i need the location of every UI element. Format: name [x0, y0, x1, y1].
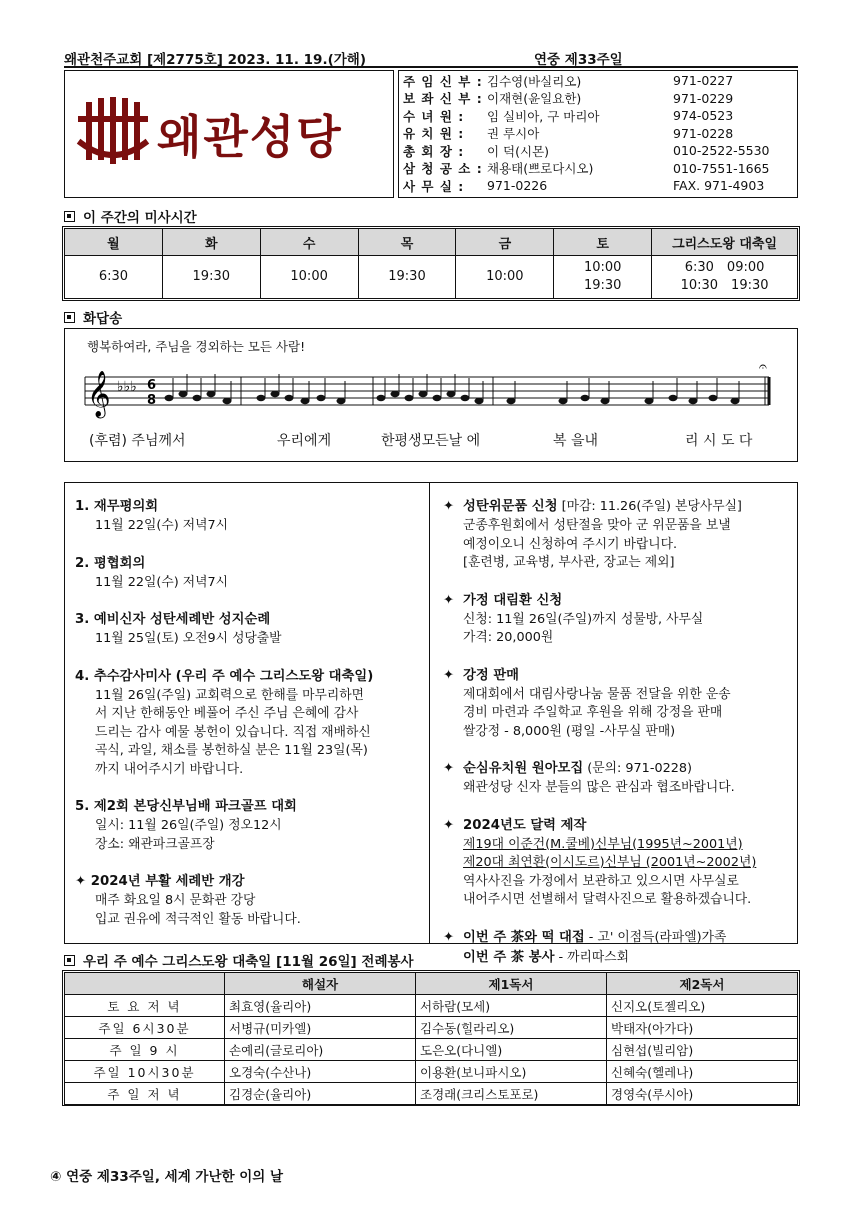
notice-title: 4. 추수감사미사 (우리 주 예수 그리스도왕 대축일) — [75, 668, 374, 684]
notice-item — [75, 797, 425, 854]
church-logo-icon — [75, 97, 151, 167]
bullet-square-icon — [64, 955, 75, 966]
notice-item — [75, 554, 425, 593]
liturgy-section-title: 우리 주 예수 그리스도왕 대축일 [11월 26일] 전례봉사 — [64, 950, 414, 970]
music-note — [689, 398, 698, 404]
notice-body — [75, 630, 425, 649]
notice-item — [75, 667, 425, 780]
notice-title-extra: - 까리따스회 — [554, 949, 629, 965]
notice-line: 11월 22일(수) 저녁7시 — [95, 518, 229, 533]
music-note — [377, 395, 386, 401]
notice-title — [443, 759, 791, 779]
minister-name: 손예리(글로리아) — [225, 1039, 416, 1061]
mass-day-header: 토 — [554, 229, 652, 256]
liturgy-service-table — [64, 972, 798, 1105]
notice-line: 예정이오니 신청하여 주시기 바랍니다. — [463, 536, 678, 552]
mass-time-cell — [260, 256, 358, 299]
staff-role: 주 임 신 부 : — [403, 73, 483, 89]
table-row — [65, 1039, 798, 1061]
liturgy-header: 제1독서 — [416, 973, 607, 995]
staff-phone: 010-2522-5530 — [673, 143, 770, 159]
masthead — [64, 70, 798, 198]
mass-time: 10:00 — [583, 260, 622, 275]
staff-role: 삼 청 공 소 : — [403, 161, 483, 177]
staff-role: 유 치 원 : — [403, 126, 465, 142]
notice-line: 드리는 감사 예물 봉헌이 있습니다. 직접 재배하신 — [95, 724, 371, 740]
mass-time-cell — [65, 256, 163, 299]
notice-title: 1. 재무평의회 — [75, 499, 159, 514]
mass-schedule-table — [64, 228, 798, 299]
notice-line: 역사사진을 가정에서 보관하고 있으시면 사무실로 — [463, 873, 739, 889]
notice-item — [443, 666, 791, 742]
notice-line: 군종후원회에서 성탄절을 맞아 군 위문품을 보낼 — [463, 518, 731, 533]
staff-row — [403, 177, 797, 195]
mass-time: 6:30 — [98, 269, 129, 284]
mass-day-header: 월 — [65, 229, 163, 256]
notice-underlined-line: 제19대 이준건(M.쿨베)신부님(1995년~2001년) — [463, 836, 743, 852]
svg-text:𝄞: 𝄞 — [87, 371, 111, 417]
mass-time-cell — [554, 256, 652, 299]
notice-item — [443, 928, 791, 968]
minister-name: 도은오(다니엘) — [416, 1039, 607, 1061]
mass-time: 10:00 — [290, 269, 328, 284]
staff-name: 채용태(쁘로다시오) — [487, 161, 594, 177]
notice-title — [443, 666, 791, 686]
music-note — [645, 398, 654, 404]
mass-slot: 주 일 9 시 — [65, 1039, 225, 1061]
mass-slot: 주 일 저 녁 — [65, 1083, 225, 1105]
minister-name: 신혜숙(헬레나) — [607, 1061, 798, 1083]
music-note — [257, 395, 266, 401]
lyric-phrase: 복 을내 — [553, 433, 599, 449]
music-note — [207, 391, 216, 397]
music-note — [461, 395, 470, 401]
music-note — [601, 398, 610, 404]
notice-line: 11월 22일(수) 저녁7시 — [95, 574, 229, 590]
music-note — [709, 395, 718, 401]
staff-phone: FAX. 971-4903 — [673, 178, 765, 194]
notice-line: 매주 화요일 8시 문화관 강당 — [95, 893, 256, 908]
lyric-phrase: 리 시 도 다 — [685, 433, 753, 449]
notice-body — [443, 517, 791, 573]
mass-day-header: 목 — [358, 229, 456, 256]
mass-section-title: 이 주간의 미사시간 — [64, 206, 197, 226]
minister-name: 박태자(아가다) — [607, 1017, 798, 1039]
staff-role: 사 무 실 : — [403, 178, 465, 194]
minister-name: 서병규(미카엘) — [225, 1017, 416, 1039]
notice-title: 2. 평협회의 — [75, 555, 146, 571]
mass-slot: 토 요 저 녁 — [65, 995, 225, 1017]
notice-title-text: 순심유치원 원아모집 — [463, 761, 584, 776]
notice-line: 11월 26일(주일) 교회력으로 한해를 마무리하면 — [95, 687, 364, 703]
minister-name: 김수동(힐라리오) — [416, 1017, 607, 1039]
music-note — [179, 391, 188, 397]
notice-item — [443, 759, 791, 798]
mass-day-header: 수 — [260, 229, 358, 256]
mass-day-header: 금 — [456, 229, 554, 256]
staff-row — [403, 107, 797, 125]
music-note — [669, 395, 678, 401]
notice-title-text: 가정 대림환 신청 — [463, 592, 563, 608]
staff-phone: 971-0228 — [673, 125, 734, 141]
responsorial-psalm — [64, 328, 798, 462]
notice-body — [75, 817, 425, 854]
notice-title-text: 성탄위문품 신청 — [463, 499, 558, 514]
mass-time: 19:30 — [583, 278, 622, 293]
notice-line: 쌀강정 - 8,000원 (평일 -사무실 판매) — [463, 723, 676, 739]
liturgy-header: 제2독서 — [607, 973, 798, 995]
notice-line: 경비 마련과 주일학교 후원을 위해 강정을 판매 — [463, 705, 723, 720]
svg-text:♭♭♭: ♭♭♭ — [117, 379, 137, 395]
staff-phone: 974-0523 — [673, 108, 734, 124]
notice-body — [75, 517, 425, 536]
notice-item — [443, 497, 791, 573]
notice-title: ✦ 2024년 부활 세례반 개강 — [75, 874, 245, 889]
notice-title-text: 2024년도 달력 제작 — [463, 817, 587, 833]
music-note — [559, 398, 568, 404]
notice-underlined-line: 제20대 최연환(이시도르)신부님 (2001년~2002년) — [463, 855, 757, 870]
notice-title: 3. 예비신자 성탄세례반 성지순례 — [75, 612, 271, 627]
music-staff — [65, 357, 799, 437]
staff-row — [403, 125, 797, 143]
mass-time-cell — [162, 256, 260, 299]
staff-phone: 971-0229 — [673, 90, 734, 106]
staff-row — [403, 160, 797, 178]
minister-name: 심현섭(빌리암) — [607, 1039, 798, 1061]
liturgy-header: 해설자 — [225, 973, 416, 995]
notice-line: 11월 25일(토) 오전9시 성당출발 — [95, 631, 282, 646]
psalm-section-title: 화답송 — [64, 307, 122, 327]
notice-item — [75, 872, 425, 929]
staff-name: 971-0226 — [487, 178, 548, 194]
notice-title-text: 이번 주 茶와 떡 대접 — [463, 929, 585, 945]
notice-line: 서 지난 한해동안 베풀어 주신 주님 은혜에 감사 — [95, 706, 359, 721]
mass-time: 10:00 — [486, 269, 524, 284]
star-bullet-icon: ✦ — [443, 499, 455, 514]
svg-text:6: 6 — [147, 378, 157, 393]
notice-line: 입교 권유에 적극적인 활동 바랍니다. — [95, 911, 301, 927]
notice-item — [443, 591, 791, 648]
announcements-left-column — [75, 497, 425, 947]
notice-body — [443, 836, 791, 910]
notice-item — [443, 816, 791, 910]
logo-box — [64, 70, 394, 198]
table-row — [65, 1061, 798, 1083]
staff-role: 총 회 장 : — [403, 143, 465, 159]
mass-day-header: 화 — [162, 229, 260, 256]
minister-name: 김경순(율리아) — [225, 1083, 416, 1105]
mass-time: 6:30 09:00 — [684, 260, 765, 275]
music-note — [447, 391, 456, 397]
music-note — [301, 398, 310, 404]
star-bullet-icon: ✦ — [443, 817, 455, 833]
notice-body — [443, 686, 791, 742]
music-note — [165, 395, 174, 401]
page-footer: ④ 연중 제33주일, 세계 가난한 이의 날 — [50, 1169, 284, 1185]
star-bullet-icon: ✦ — [443, 929, 455, 945]
staff-row — [403, 90, 797, 108]
music-note — [507, 398, 516, 404]
notice-body — [75, 892, 425, 929]
music-note — [405, 395, 414, 401]
notice-title — [443, 948, 791, 968]
notice-body — [75, 574, 425, 593]
mass-day-header: 그리스도왕 대축일 — [652, 229, 798, 256]
issue-info: 왜관천주교회 [제2775호] 2023. 11. 19.(가해) — [64, 52, 366, 68]
mass-time-cell — [456, 256, 554, 299]
table-row — [65, 995, 798, 1017]
mass-time: 10:30 19:30 — [680, 278, 769, 293]
notice-line: 왜관성당 신자 분들의 많은 관심과 협조바랍니다. — [463, 780, 735, 795]
minister-name: 경영숙(루시아) — [607, 1083, 798, 1105]
staff-name: 권 루시아 — [487, 126, 540, 142]
staff-phone: 010-7551-1665 — [673, 160, 770, 176]
liturgy-header — [65, 973, 225, 995]
minister-name: 신지오(토젤리오) — [607, 995, 798, 1017]
notice-title: 5. 제2회 본당신부님배 파크골프 대회 — [75, 799, 297, 814]
notice-line: 가격: 20,000원 — [463, 630, 554, 645]
table-row — [65, 1083, 798, 1105]
notice-line: 내어주시면 선별해서 달력사진으로 활용하겠습니다. — [463, 892, 752, 907]
staff-row — [403, 72, 797, 90]
music-note — [581, 395, 590, 401]
mass-time-cell — [652, 256, 798, 299]
notice-title-text: 강정 판매 — [463, 667, 520, 683]
music-note — [285, 395, 294, 401]
minister-name: 오경숙(수산나) — [225, 1061, 416, 1083]
bullet-square-icon — [64, 312, 75, 323]
music-note — [337, 398, 346, 404]
star-bullet-icon: ✦ — [443, 761, 455, 776]
notice-title-extra: [마감: 11.26(주일) 본당사무실] — [557, 499, 742, 514]
staff-role: 수 녀 원 : — [403, 108, 465, 124]
notice-title-text: 이번 주 茶 봉사 — [463, 949, 555, 965]
music-note — [475, 398, 484, 404]
notice-line: 일시: 11월 26일(주일) 정오12시 — [95, 818, 282, 833]
music-note — [731, 398, 740, 404]
staff-name: 이 덕(시몬) — [487, 143, 550, 159]
notice-title-extra: (문의: 971-0228) — [583, 761, 693, 776]
staff-directory — [398, 70, 798, 198]
minister-name: 조경래(크리스토포로) — [416, 1083, 607, 1105]
minister-name: 이용환(보니파시오) — [416, 1061, 607, 1083]
music-note — [419, 391, 428, 397]
church-name-logo: 왜관성당 — [157, 110, 343, 164]
music-note — [433, 395, 442, 401]
svg-text:8: 8 — [147, 393, 157, 408]
bullet-square-icon — [64, 211, 75, 222]
staff-row — [403, 142, 797, 160]
notice-line: 제대회에서 대림사랑나눔 물품 전달을 위한 운송 — [463, 686, 731, 702]
staff-name: 이재현(윤일요한) — [487, 91, 582, 107]
notice-title — [443, 497, 791, 517]
notice-body — [443, 779, 791, 798]
mass-time-cell — [358, 256, 456, 299]
mass-time: 19:30 — [192, 269, 230, 284]
lyric-phrase: 우리에게 — [277, 433, 332, 449]
music-note — [317, 395, 326, 401]
notice-line: 장소: 왜관파크골프장 — [95, 836, 215, 852]
announcements-right-column — [443, 497, 791, 986]
notice-item — [75, 610, 425, 649]
notice-title — [443, 816, 791, 836]
liturgical-week: 연중 제33주일 — [534, 52, 623, 68]
psalm-refrain-text: 행복하여라, 주님을 경외하는 모든 사람! — [87, 339, 306, 354]
notice-body — [443, 611, 791, 648]
music-note — [193, 395, 202, 401]
notice-line: 곡식, 과일, 채소를 봉헌하실 분은 11월 23일(목) — [95, 743, 368, 758]
star-bullet-icon: ✦ — [443, 592, 455, 608]
notice-title — [443, 591, 791, 611]
notice-line: 까지 내어주시기 바랍니다. — [95, 761, 244, 777]
mass-time: 19:30 — [388, 269, 426, 284]
column-divider — [429, 483, 430, 943]
notice-item — [75, 497, 425, 536]
music-note — [391, 391, 400, 397]
notice-title — [443, 928, 791, 948]
notice-body — [75, 687, 425, 780]
notice-line: [훈련병, 교육병, 부사관, 장교는 제외] — [463, 555, 675, 570]
issue-header — [64, 44, 798, 68]
music-note — [223, 398, 232, 404]
lyric-phrase: (후렴) 주님께서 — [89, 433, 186, 449]
star-bullet-icon: ✦ — [443, 667, 455, 683]
table-row — [65, 1017, 798, 1039]
mass-slot: 주일 6시30분 — [65, 1017, 225, 1039]
staff-name: 김수영(바실리오) — [487, 73, 582, 89]
svg-text:𝄐: 𝄐 — [759, 359, 767, 375]
staff-phone: 971-0227 — [673, 73, 734, 89]
minister-name: 서하람(모세) — [416, 995, 607, 1017]
music-note — [271, 391, 280, 397]
mass-slot: 주일 10시30분 — [65, 1061, 225, 1083]
staff-name: 임 실비아, 구 마리아 — [487, 108, 600, 124]
notice-line: 신청: 11월 26일(주일)까지 성물방, 사무실 — [463, 611, 704, 627]
minister-name: 최효영(율리아) — [225, 995, 416, 1017]
notice-title-extra: - 고' 이점득(라파엘)가족 — [584, 929, 727, 945]
staff-role: 보 좌 신 부 : — [403, 91, 483, 107]
lyric-phrase: 한평생모든날 에 — [381, 433, 481, 449]
